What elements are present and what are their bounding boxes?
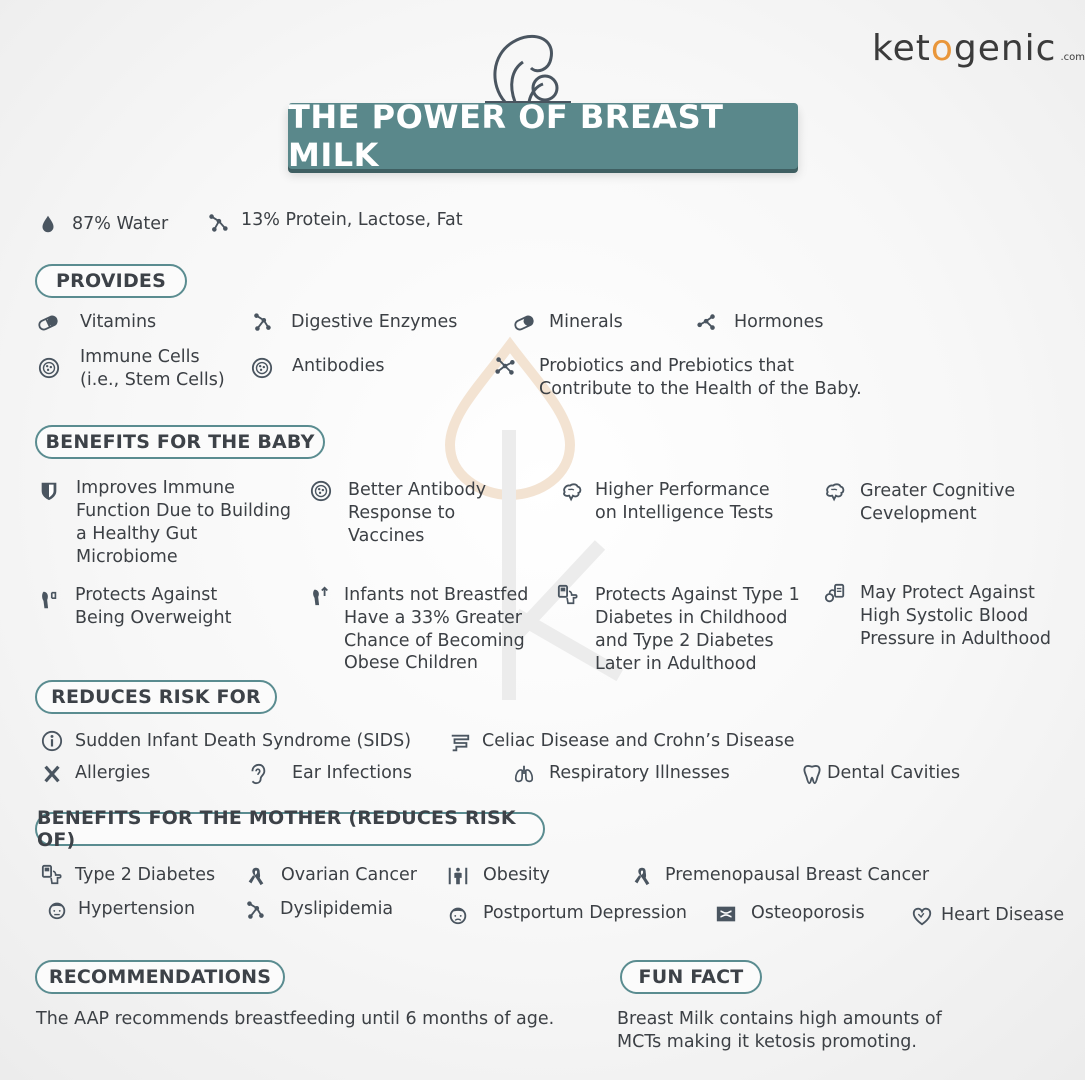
cell-icon <box>37 356 61 380</box>
provides-probiotics-cont: Contribute to the Health of the Baby. <box>539 379 862 399</box>
glucose-meter-icon <box>556 583 580 607</box>
tooth-icon <box>800 762 824 786</box>
brain-icon <box>823 480 847 504</box>
baby-benefit-blood-pressure-3: Pressure in Adulthood <box>860 629 1052 649</box>
baby-benefit-immune-3: a Healthy Gut <box>76 524 198 544</box>
baby-benefit-immune-4: Microbiome <box>76 547 178 567</box>
molecule-icon <box>493 354 517 378</box>
provides-digestive-enzymes: Digestive Enzymes <box>291 312 458 332</box>
baby-benefit-immune-1: Improves Immune <box>76 478 235 498</box>
risk-ear-infections: Ear Infections <box>292 763 412 783</box>
recommendations-text: The AAP recommends breastfeeding until 6 months of age. <box>36 1009 555 1029</box>
fun-fact-line-2: MCTs making it ketosis promoting. <box>617 1032 917 1052</box>
x-icon <box>40 762 64 786</box>
shield-icon <box>37 479 61 503</box>
section-baby-heading: BENEFITS FOR THE BABY <box>35 425 325 459</box>
blood-pressure-icon <box>823 582 847 606</box>
provides-minerals: Minerals <box>549 312 623 332</box>
baby-benefit-cognitive-1: Greater Cognitive <box>860 481 1016 501</box>
obesity-icon <box>446 864 470 888</box>
molecule-icon <box>243 899 267 923</box>
brain-icon <box>560 480 584 504</box>
ketogenic-logo[interactable] <box>872 28 1085 69</box>
water-drop-icon <box>36 212 60 236</box>
ribbon-icon <box>630 864 654 888</box>
heart-icon <box>910 904 934 928</box>
mother-heart-disease: Heart Disease <box>941 905 1065 925</box>
provides-immune-cells-note: (i.e., Stem Cells) <box>80 370 225 390</box>
page-title: THE POWER OF BREAST MILK <box>288 98 724 174</box>
provides-probiotics: Probiotics and Prebiotics that <box>539 356 795 376</box>
lungs-icon <box>512 762 536 786</box>
molecule-icon <box>206 211 230 235</box>
provides-immune-cells: Immune Cells <box>80 347 200 367</box>
provides-hormones: Hormones <box>734 312 824 332</box>
info-icon <box>40 729 64 753</box>
mother-obesity: Obesity <box>483 865 550 885</box>
baby-benefit-diabetes-3: and Type 2 Diabetes <box>595 631 774 651</box>
fun-fact-line-1: Breast Milk contains high amounts of <box>617 1009 942 1029</box>
baby-benefit-antibody-3: Vaccines <box>348 526 425 546</box>
baby-benefit-blood-pressure-2: High Systolic Blood <box>860 606 1029 626</box>
section-risk-heading: REDUCES RISK FOR <box>35 680 277 714</box>
baby-benefit-antibody-2: Response to <box>348 503 456 523</box>
risk-sids: Sudden Infant Death Syndrome (SIDS) <box>75 731 412 751</box>
baby-benefit-intelligence-1: Higher Performance <box>595 480 770 500</box>
section-mother-heading: BENEFITS FOR THE MOTHER (REDUCES RISK OF) <box>35 812 545 846</box>
risk-celiac-crohns: Celiac Disease and Crohn’s Disease <box>482 731 795 751</box>
baby-benefit-obese-4: Obese Children <box>344 653 478 673</box>
baby-benefit-obese-1: Infants not Breastfed <box>344 585 529 605</box>
intestine-icon <box>448 731 472 755</box>
risk-allergies: Allergies <box>75 763 151 783</box>
pill-icon <box>512 311 536 335</box>
baby-benefit-immune-2: Function Due to Building <box>76 501 292 521</box>
logo-suffix: .com <box>1060 52 1085 63</box>
baby-benefit-diabetes-2: Diabetes in Childhood <box>595 608 788 628</box>
mother-ovarian-cancer: Ovarian Cancer <box>281 865 417 885</box>
risk-dental-cavities: Dental Cavities <box>827 763 961 783</box>
provides-vitamins: Vitamins <box>80 312 157 332</box>
mother-type2-diabetes: Type 2 Diabetes <box>75 865 216 885</box>
mother-baby-illustration <box>485 30 571 104</box>
baby-benefit-overweight-2: Being Overweight <box>75 608 232 628</box>
baby-benefit-obese-3: Chance of Becoming <box>344 631 525 651</box>
baby-benefit-overweight-1: Protects Against <box>75 585 218 605</box>
molecule-icon <box>695 311 719 335</box>
ribbon-icon <box>244 864 268 888</box>
mother-postpartum-depression: Postportum Depression <box>483 903 688 923</box>
baby-benefit-cognitive-2: Cevelopment <box>860 504 977 524</box>
glucose-meter-icon <box>40 863 64 887</box>
baby-benefit-obese-2: Have a 33% Greater <box>344 608 522 628</box>
mother-breast-cancer: Premenopausal Breast Cancer <box>665 865 930 885</box>
body-weight-up-icon <box>308 584 332 608</box>
baby-benefit-intelligence-2: on Intelligence Tests <box>595 503 774 523</box>
title-banner <box>288 98 798 174</box>
section-provides-heading: PROVIDES <box>35 264 187 298</box>
risk-respiratory: Respiratory Illnesses <box>549 763 730 783</box>
molecule-icon <box>250 311 274 335</box>
baby-benefit-antibody-1: Better Antibody <box>348 480 487 500</box>
face-icon <box>446 903 470 927</box>
mother-osteoporosis: Osteoporosis <box>751 903 865 923</box>
composition-protein: 13% Protein, Lactose, Fat <box>241 210 463 230</box>
baby-benefit-diabetes-4: Later in Adulthood <box>595 654 757 674</box>
face-icon <box>45 898 69 922</box>
baby-benefit-diabetes-1: Protects Against Type 1 <box>595 585 800 605</box>
section-recommendations-heading: RECOMMENDATIONS <box>35 960 285 994</box>
cell-icon <box>309 479 333 503</box>
section-fun-fact-heading: FUN FACT <box>620 960 762 994</box>
pill-icon <box>36 311 60 335</box>
mother-hypertension: Hypertension <box>78 899 196 919</box>
provides-antibodies: Antibodies <box>292 356 385 376</box>
mother-dyslipidemia: Dyslipidemia <box>280 899 394 919</box>
cell-icon <box>250 356 274 380</box>
body-weight-icon <box>37 588 61 612</box>
composition-water: 87% Water <box>72 214 169 234</box>
bone-icon <box>714 902 738 926</box>
ear-icon <box>245 762 269 786</box>
baby-benefit-blood-pressure-1: May Protect Against <box>860 583 1035 603</box>
logo-text: ketogenic <box>872 28 1057 69</box>
